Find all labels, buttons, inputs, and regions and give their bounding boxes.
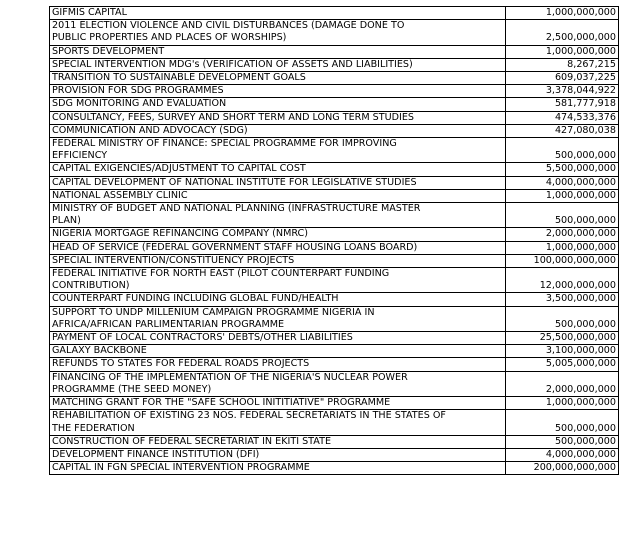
description-line: PROVISION FOR SDG PROGRAMMES bbox=[52, 85, 224, 97]
line-item-amount: 1,000,000,000 bbox=[506, 189, 619, 202]
table-row bbox=[50, 410, 619, 435]
description-line: SDG MONITORING AND EVALUATION bbox=[52, 98, 227, 110]
description-line: PUBLIC PROPERTIES AND PLACES OF WORSHIPS) bbox=[52, 32, 287, 44]
table-row bbox=[50, 435, 619, 448]
line-item-description bbox=[50, 98, 506, 111]
line-item-description bbox=[50, 20, 506, 45]
description-line: CONSULTANCY, FEES, SURVEY AND SHORT TERM AND LONG TERM STUDIES bbox=[52, 111, 414, 123]
table-row bbox=[50, 138, 619, 163]
table-row bbox=[50, 268, 619, 293]
table-row bbox=[50, 58, 619, 71]
description-line: GIFMIS CAPITAL bbox=[52, 7, 127, 18]
table-row bbox=[50, 163, 619, 176]
line-item-amount: 4,000,000,000 bbox=[506, 448, 619, 461]
description-line: SPECIAL INTERVENTION/CONSTITUENCY PROJECTS bbox=[52, 254, 295, 266]
description-line: MINISTRY OF BUDGET AND NATIONAL PLANNING (INFRASTRUCTURE MASTER bbox=[52, 203, 421, 215]
table-row bbox=[50, 448, 619, 461]
description-line: AFRICA/AFRICAN PARLIMENTARIAN PROGRAMME bbox=[52, 318, 285, 330]
description-line: TRANSITION TO SUSTAINABLE DEVELOPMENT GOALS bbox=[52, 72, 306, 84]
description-line: CONSTRUCTION OF FEDERAL SECRETARIAT IN EKITI STATE bbox=[52, 435, 332, 447]
line-item-amount: 8,267,215 bbox=[506, 58, 619, 71]
line-item-description bbox=[50, 138, 506, 163]
table-row bbox=[50, 20, 619, 45]
line-item-description bbox=[50, 72, 506, 85]
description-line: SPORTS DEVELOPMENT bbox=[52, 45, 165, 57]
table-row bbox=[50, 254, 619, 267]
line-item-amount: 5,005,000,000 bbox=[506, 358, 619, 371]
description-line: EFFICIENCY bbox=[52, 150, 108, 162]
description-line: REFUNDS TO STATES FOR FEDERAL ROADS PROJECTS bbox=[52, 358, 310, 370]
description-line: SPECIAL INTERVENTION MDG's (VERIFICATION OF ASSETS AND LIABILITIES) bbox=[52, 58, 413, 70]
line-item-description bbox=[50, 345, 506, 358]
line-item-description bbox=[50, 358, 506, 371]
line-item-description bbox=[50, 189, 506, 202]
line-item-amount: 100,000,000,000 bbox=[506, 254, 619, 267]
table-row bbox=[50, 293, 619, 306]
description-line: PLAN) bbox=[52, 215, 81, 227]
line-item-amount: 12,000,000,000 bbox=[506, 268, 619, 293]
line-item-description bbox=[50, 448, 506, 461]
table-row bbox=[50, 371, 619, 396]
line-item-amount: 500,000,000 bbox=[506, 306, 619, 331]
line-item-description bbox=[50, 58, 506, 71]
description-line: GALAXY BACKBONE bbox=[52, 345, 147, 357]
line-item-description bbox=[50, 176, 506, 189]
table-row bbox=[50, 45, 619, 58]
table-row bbox=[50, 241, 619, 254]
description-line: PROGRAMME (THE SEED MONEY) bbox=[52, 383, 212, 395]
line-item-amount: 581,777,918 bbox=[506, 98, 619, 111]
table-row bbox=[50, 462, 619, 475]
table-row bbox=[50, 111, 619, 124]
description-line: CAPITAL DEVELOPMENT OF NATIONAL INSTITUTE FOR LEGISLATIVE STUDIES bbox=[52, 176, 417, 188]
description-line: 2011 ELECTION VIOLENCE AND CIVIL DISTURBANCES (DAMAGE DONE TO bbox=[52, 20, 405, 32]
line-item-amount: 1,000,000,000 bbox=[506, 7, 619, 20]
line-item-description bbox=[50, 7, 506, 20]
line-item-amount: 25,500,000,000 bbox=[506, 332, 619, 345]
line-item-amount: 3,500,000,000 bbox=[506, 293, 619, 306]
line-item-description bbox=[50, 45, 506, 58]
line-item-amount: 500,000,000 bbox=[506, 410, 619, 435]
table-row bbox=[50, 228, 619, 241]
line-item-amount: 1,000,000,000 bbox=[506, 241, 619, 254]
line-item-description bbox=[50, 332, 506, 345]
line-item-description bbox=[50, 268, 506, 293]
table-row bbox=[50, 358, 619, 371]
table-row bbox=[50, 397, 619, 410]
line-item-description bbox=[50, 163, 506, 176]
line-item-amount: 3,378,044,922 bbox=[506, 85, 619, 98]
line-item-amount: 609,037,225 bbox=[506, 72, 619, 85]
line-item-amount: 4,000,000,000 bbox=[506, 176, 619, 189]
description-line: THE FEDERATION bbox=[52, 422, 135, 434]
line-item-amount: 200,000,000,000 bbox=[506, 462, 619, 475]
table-row bbox=[50, 124, 619, 137]
line-item-description bbox=[50, 111, 506, 124]
line-item-amount: 500,000,000 bbox=[506, 435, 619, 448]
line-item-description bbox=[50, 462, 506, 475]
description-line: FEDERAL MINISTRY OF FINANCE: SPECIAL PROGRAMME FOR IMPROVING bbox=[52, 138, 397, 150]
description-line: FINANCING OF THE IMPLEMENTATION OF THE NIGERIA'S NUCLEAR POWER bbox=[52, 371, 408, 383]
table-row bbox=[50, 176, 619, 189]
description-line: NATIONAL ASSEMBLY CLINIC bbox=[52, 189, 188, 201]
table-row bbox=[50, 98, 619, 111]
line-item-description bbox=[50, 85, 506, 98]
description-line: REHABILITATION OF EXISTING 23 NOS. FEDERAL SECRETARIATS IN THE STATES OF bbox=[52, 410, 446, 422]
line-item-amount: 1,000,000,000 bbox=[506, 397, 619, 410]
line-item-amount: 500,000,000 bbox=[506, 138, 619, 163]
line-item-description bbox=[50, 241, 506, 254]
description-line: CAPITAL EXIGENCIES/ADJUSTMENT TO CAPITAL COST bbox=[52, 163, 306, 175]
line-item-description bbox=[50, 254, 506, 267]
line-item-description bbox=[50, 306, 506, 331]
line-item-description bbox=[50, 124, 506, 137]
line-item-amount: 500,000,000 bbox=[506, 203, 619, 228]
line-item-amount: 474,533,376 bbox=[506, 111, 619, 124]
table-row bbox=[50, 72, 619, 85]
description-line: PAYMENT OF LOCAL CONTRACTORS' DEBTS/OTHER LIABILITIES bbox=[52, 332, 353, 344]
description-line: CAPITAL IN FGN SPECIAL INTERVENTION PROGRAMME bbox=[52, 462, 310, 474]
budget-table bbox=[49, 6, 619, 475]
line-item-description bbox=[50, 410, 506, 435]
line-item-description bbox=[50, 371, 506, 396]
table-row bbox=[50, 189, 619, 202]
line-item-amount: 2,000,000,000 bbox=[506, 371, 619, 396]
line-item-amount: 2,500,000,000 bbox=[506, 20, 619, 45]
description-line: NIGERIA MORTGAGE REFINANCING COMPANY (NMRC) bbox=[52, 228, 308, 240]
budget-rows bbox=[50, 7, 619, 475]
description-line: COMMUNICATION AND ADVOCACY (SDG) bbox=[52, 124, 248, 136]
line-item-description bbox=[50, 228, 506, 241]
line-item-description bbox=[50, 435, 506, 448]
description-line: DEVELOPMENT FINANCE INSTITUTION (DFI) bbox=[52, 448, 260, 460]
line-item-amount: 1,000,000,000 bbox=[506, 45, 619, 58]
table-row bbox=[50, 345, 619, 358]
line-item-amount: 427,080,038 bbox=[506, 124, 619, 137]
table-row bbox=[50, 85, 619, 98]
line-item-description bbox=[50, 293, 506, 306]
description-line: COUNTERPART FUNDING INCLUDING GLOBAL FUND/HEALTH bbox=[52, 293, 339, 305]
description-line: FEDERAL INITIATIVE FOR NORTH EAST (PILOT COUNTERPART FUNDING bbox=[52, 268, 390, 280]
line-item-description bbox=[50, 203, 506, 228]
table-row bbox=[50, 203, 619, 228]
description-line: SUPPORT TO UNDP MILLENIUM CAMPAIGN PROGRAMME NIGERIA IN bbox=[52, 306, 375, 318]
line-item-description bbox=[50, 397, 506, 410]
table-row bbox=[50, 332, 619, 345]
line-item-amount: 5,500,000,000 bbox=[506, 163, 619, 176]
table-row bbox=[50, 7, 619, 20]
description-line: MATCHING GRANT FOR THE "SAFE SCHOOL INITITIATIVE" PROGRAMME bbox=[52, 397, 391, 409]
table-row bbox=[50, 306, 619, 331]
description-line: CONTRIBUTION) bbox=[52, 280, 130, 292]
description-line: HEAD OF SERVICE (FEDERAL GOVERNMENT STAFF HOUSING LOANS BOARD) bbox=[52, 241, 418, 253]
line-item-amount: 3,100,000,000 bbox=[506, 345, 619, 358]
line-item-amount: 2,000,000,000 bbox=[506, 228, 619, 241]
